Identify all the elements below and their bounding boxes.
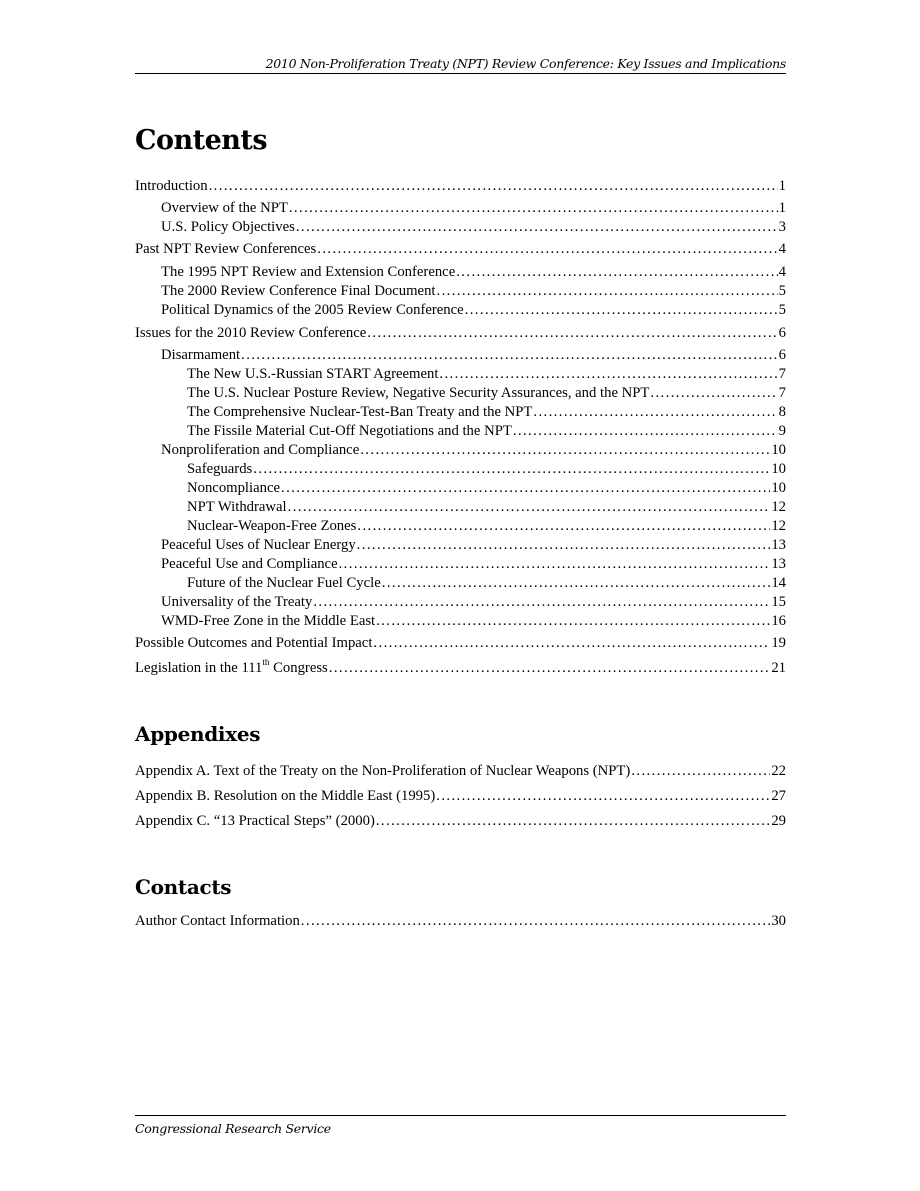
toc-entry-page: 30 — [771, 913, 786, 929]
toc-entry-title: The 1995 NPT Review and Extension Conference — [161, 264, 456, 280]
toc-entry-title: Political Dynamics of the 2005 Review Conference — [161, 302, 464, 318]
toc-entry-page: 9 — [778, 423, 786, 439]
toc-entry[interactable] — [161, 612, 786, 630]
dot-leader — [382, 574, 771, 592]
footer-text: Congressional Research Service — [135, 1121, 331, 1136]
dot-leader — [357, 536, 771, 554]
dot-leader — [376, 812, 770, 830]
toc-entry-title: WMD-Free Zone in the Middle East — [161, 613, 376, 629]
toc-entry[interactable] — [161, 593, 786, 611]
dot-leader — [439, 365, 777, 383]
toc-entry[interactable] — [161, 441, 786, 459]
running-header-title: 2010 Non-Proliferation Treaty (NPT) Review Conference: Key Issues and Implications — [265, 56, 786, 71]
toc-entry-title: Appendix A. Text of the Treaty on the Non-Proliferation of Nuclear Weapons (NPT) — [135, 763, 631, 779]
toc-entry-title: Nonproliferation and Compliance — [161, 442, 360, 458]
toc-entry-title — [135, 659, 328, 677]
toc-entry[interactable] — [135, 762, 786, 780]
toc-entry[interactable] — [161, 263, 786, 281]
dot-leader — [631, 762, 770, 780]
dot-leader — [253, 460, 770, 478]
toc-entry-page: 12 — [771, 518, 786, 534]
dot-leader — [296, 218, 778, 236]
toc-entry-title: The New U.S.-Russian START Agreement — [187, 366, 439, 382]
toc-entry-title: Possible Outcomes and Potential Impact — [135, 635, 373, 651]
toc-entry-title: NPT Withdrawal — [187, 499, 287, 515]
toc-entry[interactable] — [135, 177, 786, 195]
toc-entry[interactable] — [187, 498, 786, 516]
toc-entry-page: 13 — [771, 556, 786, 572]
toc-entry-page: 4 — [778, 241, 786, 257]
toc-entry-page: 15 — [771, 594, 786, 610]
toc-entry-title: Author Contact Information — [135, 913, 300, 929]
dot-leader — [357, 517, 770, 535]
toc-entry-title: Introduction — [135, 178, 208, 194]
dot-leader — [513, 422, 778, 440]
toc-entry[interactable] — [187, 403, 786, 421]
toc-entry[interactable] — [187, 574, 786, 592]
toc-entry-title: The Fissile Material Cut-Off Negotiations and the NPT — [187, 423, 512, 439]
toc-entry-page: 22 — [771, 763, 786, 779]
running-footer — [135, 1115, 786, 1136]
toc-entry[interactable] — [187, 384, 786, 402]
toc-entry-title: Past NPT Review Conferences — [135, 241, 317, 257]
contents-heading: Contents — [135, 125, 268, 156]
toc-entry-page: 14 — [771, 575, 786, 591]
toc-entry-title: Appendix C. “13 Practical Steps” (2000) — [135, 813, 375, 829]
contacts-heading: Contacts — [135, 875, 232, 899]
toc-entry[interactable] — [161, 218, 786, 236]
dot-leader — [289, 199, 778, 217]
toc-entry-page: 27 — [771, 788, 786, 804]
toc-entry-title: U.S. Policy Objectives — [161, 219, 295, 235]
dot-leader — [456, 263, 777, 281]
dot-leader — [360, 441, 770, 459]
toc-entry[interactable] — [187, 422, 786, 440]
running-header — [135, 55, 786, 74]
toc-entry-page: 29 — [771, 813, 786, 829]
toc-entry[interactable] — [161, 199, 786, 217]
dot-leader — [241, 346, 778, 364]
toc-entry-page: 1 — [778, 200, 786, 216]
dot-leader — [329, 659, 771, 677]
toc-entry-title: Issues for the 2010 Review Conference — [135, 325, 367, 341]
toc-entry-page: 10 — [771, 442, 786, 458]
toc-entry[interactable] — [135, 240, 786, 258]
toc-entry-page: 16 — [771, 613, 786, 629]
toc-entry[interactable] — [161, 536, 786, 554]
ordinal-suffix: th — [262, 659, 270, 668]
toc-entry[interactable] — [187, 460, 786, 478]
toc-entry-title: Nuclear-Weapon-Free Zones — [187, 518, 357, 534]
dot-leader — [650, 384, 777, 402]
dot-leader — [533, 403, 777, 421]
toc-entry[interactable] — [187, 479, 786, 497]
toc-entry-page: 5 — [778, 283, 786, 299]
dot-leader — [437, 282, 778, 300]
toc-entry-title: The 2000 Review Conference Final Document — [161, 283, 436, 299]
toc-entry[interactable] — [161, 346, 786, 364]
toc-entry-page: 4 — [778, 264, 786, 280]
toc-entry[interactable] — [161, 282, 786, 300]
toc-entry[interactable] — [135, 634, 786, 652]
toc-entry-title-main: Legislation in the 111 — [135, 660, 263, 676]
toc-entry-title: The U.S. Nuclear Posture Review, Negative Security Assurances, and the NPT — [187, 385, 650, 401]
dot-leader — [436, 787, 770, 805]
toc-entry-title: Future of the Nuclear Fuel Cycle — [187, 575, 381, 591]
toc-entry-title: Appendix B. Resolution on the Middle East (1995) — [135, 788, 436, 804]
dot-leader — [301, 912, 771, 930]
toc-entry-page: 6 — [778, 325, 786, 341]
toc-entry-page: 13 — [771, 537, 786, 553]
toc-entry[interactable] — [135, 787, 786, 805]
toc-entry-page: 1 — [778, 178, 786, 194]
toc-entry-page: 5 — [778, 302, 786, 318]
toc-entry-page: 10 — [771, 480, 786, 496]
toc-entry[interactable] — [161, 301, 786, 319]
dot-leader — [281, 479, 770, 497]
toc-entry[interactable] — [161, 555, 786, 573]
toc-entry-page: 6 — [778, 347, 786, 363]
toc-entry-title: Disarmament — [161, 347, 241, 363]
toc-entry-page: 12 — [771, 499, 786, 515]
toc-entry[interactable] — [187, 365, 786, 383]
toc-entry[interactable] — [135, 659, 786, 677]
dot-leader — [465, 301, 778, 319]
dot-leader — [313, 593, 770, 611]
appendixes-heading: Appendixes — [135, 722, 261, 746]
toc-entry-page: 3 — [778, 219, 786, 235]
dot-leader — [367, 324, 777, 342]
dot-leader — [317, 240, 777, 258]
dot-leader — [376, 612, 770, 630]
toc-entry-page: 7 — [778, 366, 786, 382]
dot-leader — [288, 498, 771, 516]
toc-entry[interactable] — [187, 517, 786, 535]
toc-entry[interactable] — [135, 324, 786, 342]
toc-entry-page: 21 — [771, 660, 786, 676]
toc-entry-title-rest: Congress — [269, 660, 328, 676]
dot-leader — [339, 555, 771, 573]
toc-entry[interactable] — [135, 912, 786, 930]
toc-entry-page: 7 — [778, 385, 786, 401]
dot-leader — [373, 634, 770, 652]
toc-entry-title: Safeguards — [187, 461, 253, 477]
toc-entry-page: 10 — [771, 461, 786, 477]
toc-entry-page: 19 — [771, 635, 786, 651]
toc-entry-title: Overview of the NPT — [161, 200, 288, 216]
toc-entry-title: Universality of the Treaty — [161, 594, 313, 610]
toc-entry-title: The Comprehensive Nuclear-Test-Ban Treaty and the NPT — [187, 404, 533, 420]
dot-leader — [209, 177, 778, 195]
toc-entry-title: Noncompliance — [187, 480, 280, 496]
toc-entry-title: Peaceful Uses of Nuclear Energy — [161, 537, 356, 553]
toc-entry-title: Peaceful Use and Compliance — [161, 556, 338, 572]
toc-entry-page: 8 — [778, 404, 786, 420]
toc-entry[interactable] — [135, 812, 786, 830]
